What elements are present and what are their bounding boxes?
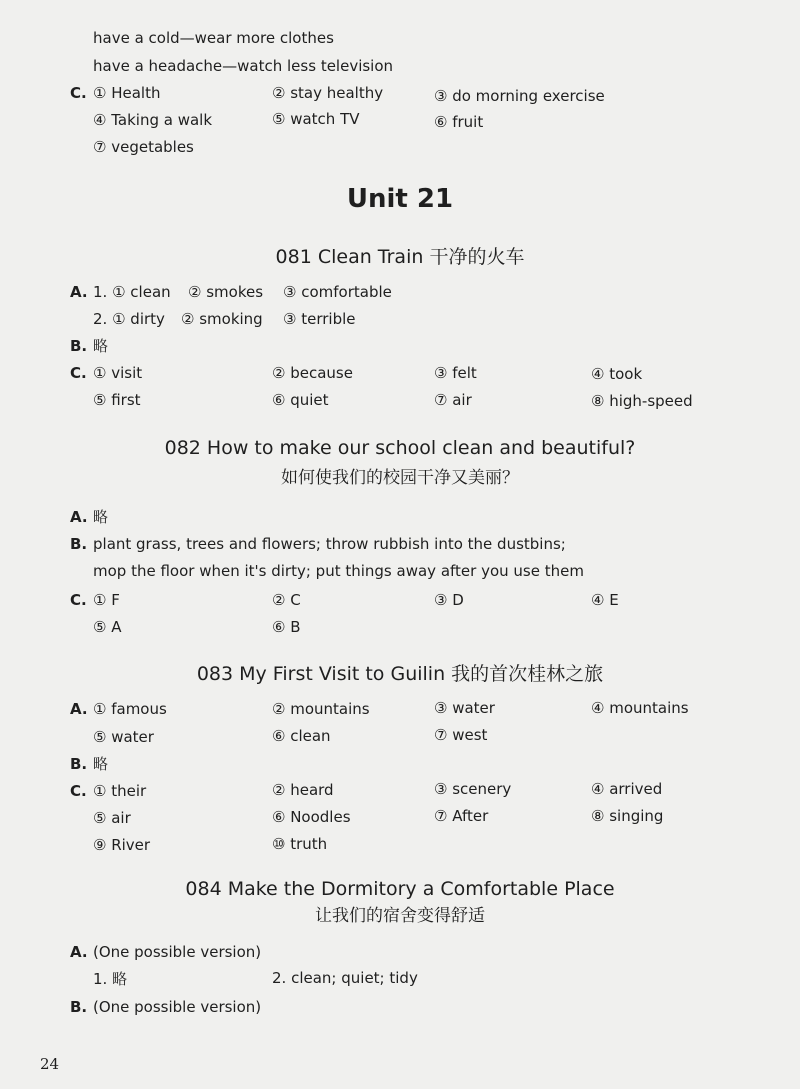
s081-c-item: ② because xyxy=(272,364,353,382)
s083-a-item: ② mountains xyxy=(272,700,370,718)
s083-a-item: ⑤ water xyxy=(93,728,154,746)
s082-b-line: mop the floor when it's dirty; put things away after you use them xyxy=(93,562,584,580)
top-c-item: ② stay healthy xyxy=(272,84,384,102)
s083-a-item: ⑥ clean xyxy=(272,727,331,745)
s081-a-item: 1. ① clean xyxy=(93,283,171,301)
s082-a-label: A. xyxy=(70,508,88,526)
s083-b-text: 略 xyxy=(93,755,109,773)
section-084-subtitle: 让我们的宿舍变得舒适 xyxy=(315,906,485,926)
s083-c-item: ⑤ air xyxy=(93,809,131,827)
s083-c-item: ⑩ truth xyxy=(272,835,328,853)
s083-a-item: ④ mountains xyxy=(591,699,689,717)
s082-c-item: ① F xyxy=(93,591,120,609)
s082-c-label: C. xyxy=(70,591,87,609)
top-line-2: have a headache—watch less television xyxy=(93,57,394,75)
s083-c-item: ⑦ After xyxy=(434,807,489,825)
s081-a-item: ② smokes xyxy=(188,283,264,301)
section-083-title: 083 My First Visit to Guilin 我的首次桂林之旅 xyxy=(196,663,604,685)
top-c-label: C. xyxy=(70,84,87,102)
s083-c-item: ④ arrived xyxy=(591,780,663,798)
s083-a-item: ③ water xyxy=(434,699,495,717)
s084-b-note: (One possible version) xyxy=(93,998,262,1016)
s081-c-item: ④ took xyxy=(591,365,643,383)
s081-a-item: 2. ① dirty xyxy=(93,310,165,328)
s081-a-item: ③ comfortable xyxy=(283,283,392,301)
section-081-title: 081 Clean Train 干净的火车 xyxy=(275,246,525,268)
s081-a-item: ② smoking xyxy=(181,310,263,328)
s081-a-label: A. xyxy=(70,283,88,301)
s082-c-item: ④ E xyxy=(591,591,619,609)
s081-c-item: ① visit xyxy=(93,364,143,382)
section-084-title: 084 Make the Dormitory a Comfortable Place xyxy=(185,878,615,900)
top-c-item: ④ Taking a walk xyxy=(93,111,213,129)
top-c-item: ⑥ fruit xyxy=(434,113,484,131)
s082-b-label: B. xyxy=(70,535,88,553)
s081-c-label: C. xyxy=(70,364,87,382)
s082-a-text: 略 xyxy=(93,508,109,526)
section-082-subtitle: 如何使我们的校园干净又美丽？ xyxy=(281,468,519,488)
page-number: 24 xyxy=(40,1055,60,1073)
s081-c-item: ③ felt xyxy=(434,364,477,382)
s083-c-label: C. xyxy=(70,782,87,800)
section-082-title: 082 How to make our school clean and beautiful? xyxy=(164,437,636,459)
s081-a-item: ③ terrible xyxy=(283,310,356,328)
s082-b-line: plant grass, trees and flowers; throw rubbish into the dustbins; xyxy=(93,535,566,553)
s083-c-item: ③ scenery xyxy=(434,780,512,798)
s084-a-item: 2. clean; quiet; tidy xyxy=(272,969,418,987)
s084-b-label: B. xyxy=(70,998,88,1016)
top-c-item: ① Health xyxy=(93,84,161,102)
top-c-item: ⑤ watch TV xyxy=(272,110,360,128)
s082-c-item: ③ D xyxy=(434,591,464,609)
s082-c-item: ⑥ B xyxy=(272,618,301,636)
s083-a-item: ① famous xyxy=(93,700,167,718)
s083-b-label: B. xyxy=(70,755,88,773)
s081-c-item: ⑥ quiet xyxy=(272,391,329,409)
s083-c-item: ⑨ River xyxy=(93,836,151,854)
top-line-1: have a cold—wear more clothes xyxy=(93,29,334,47)
s084-a-label: A. xyxy=(70,943,88,961)
s082-c-item: ② C xyxy=(272,591,301,609)
s083-c-item: ① their xyxy=(93,782,147,800)
top-c-item: ③ do morning exercise xyxy=(434,87,605,105)
s081-c-item: ⑤ first xyxy=(93,391,141,409)
s083-c-item: ② heard xyxy=(272,781,334,799)
s084-a-note: (One possible version) xyxy=(93,943,262,961)
s081-b-label: B. xyxy=(70,337,88,355)
s083-a-item: ⑦ west xyxy=(434,726,488,744)
unit-title: Unit 21 xyxy=(346,184,454,214)
s081-b-text: 略 xyxy=(93,337,109,355)
s083-c-item: ⑧ singing xyxy=(591,807,664,825)
s083-c-item: ⑥ Noodles xyxy=(272,808,351,826)
s081-c-item: ⑧ high-speed xyxy=(591,392,693,410)
s083-a-label: A. xyxy=(70,700,88,718)
s082-c-item: ⑤ A xyxy=(93,618,122,636)
s084-a-item: 1. 略 xyxy=(93,970,128,988)
s081-c-item: ⑦ air xyxy=(434,391,472,409)
top-c-item: ⑦ vegetables xyxy=(93,138,194,156)
